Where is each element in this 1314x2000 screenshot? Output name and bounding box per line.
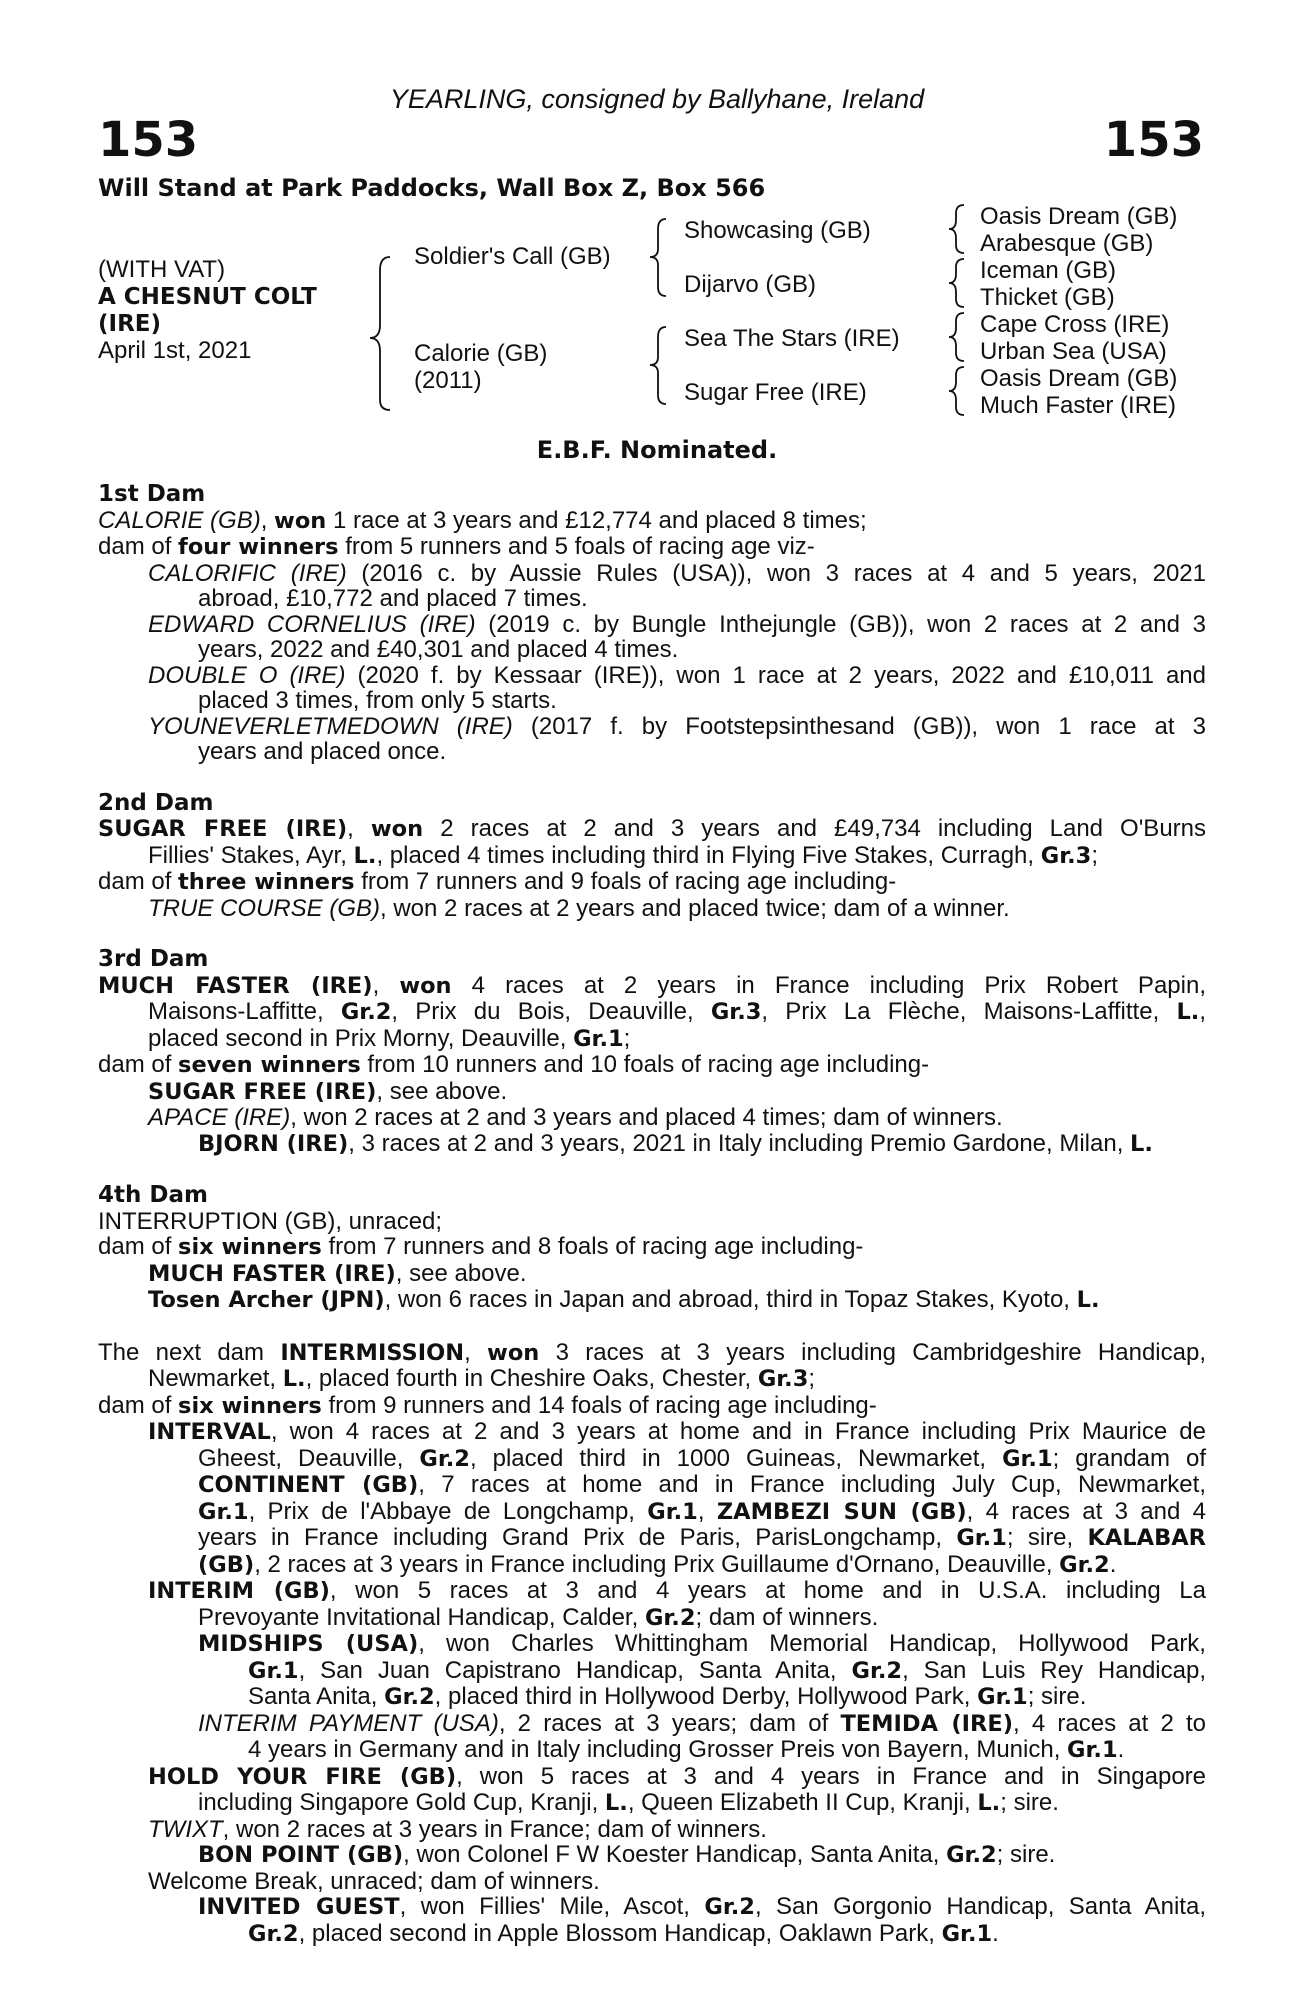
produce-entry: [98, 1817, 1206, 1843]
text: , 2 races at 3 years in France including Prix Guillaume d'Ornano, Deauville,: [254, 1550, 1060, 1578]
text: , Prix du Bois, Deauville,: [391, 998, 711, 1025]
dam-entry-cont: [98, 843, 1206, 870]
produce-entry-cont: [98, 1921, 1206, 1948]
section-heading: 3rd Dam: [98, 946, 209, 972]
winners-count: six winners: [178, 1392, 322, 1419]
text: (2020 f. by Kessaar (IRE)), won 1 race at 2 years, 2022 and £10,011 and: [345, 661, 1206, 689]
produce-entry-cont: abroad, £10,772 and placed 7 times.: [198, 585, 588, 612]
horse-name: DOUBLE O (IRE): [148, 661, 346, 689]
produce-entry: [98, 1578, 1206, 1605]
grade: Gr.2: [946, 1842, 997, 1868]
produce-entry-cont: [98, 1552, 1206, 1579]
produce-entry-cont: [98, 1790, 1206, 1817]
text: ,: [1199, 998, 1206, 1025]
text: ; sire.: [1027, 1683, 1087, 1710]
horse-name: TRUE COURSE (GB): [148, 894, 381, 922]
grade: Gr.1: [941, 1920, 993, 1947]
produce-entry: [98, 896, 1206, 922]
text: , Prix de l'Abbaye de Longchamp,: [248, 1497, 648, 1525]
text: 4 years in Germany and in Italy including Grosser Preis von Bayern, Munich,: [248, 1736, 1068, 1763]
text: , Queen Elizabeth II Cup, Kranji,: [627, 1789, 978, 1816]
produce-entry-cont: placed 3 times, from only 5 starts.: [198, 687, 557, 714]
text: , 4 races at 3 and 4: [966, 1497, 1207, 1525]
text: , won 2 races at 2 and 3 years and placed 4 times; dam of winners.: [290, 1104, 1003, 1131]
horse-name: TWIXT: [148, 1815, 223, 1843]
grade: L.: [977, 1790, 1001, 1816]
grade: Gr.1: [647, 1498, 698, 1525]
produce-entry: [98, 1842, 1206, 1869]
produce-summary: [98, 1234, 1206, 1261]
text: Prevoyante Invitational Handicap, Calder,: [198, 1603, 645, 1631]
ancestor-gen3: Iceman (GB): [980, 257, 1117, 284]
text: from 9 runners and 14 foals of racing age including-: [321, 1391, 877, 1419]
sire-sire: Showcasing (GB): [684, 217, 871, 244]
text: ,: [372, 971, 400, 999]
brace-gg3: [949, 313, 964, 361]
horse-name: EDWARD CORNELIUS (IRE): [148, 610, 476, 638]
text: .: [992, 1919, 999, 1947]
text: 2 races at 2 and 3 years and £49,734 including Land O'Burns: [423, 815, 1207, 842]
lot-number-left: 153: [98, 112, 199, 168]
text: , won 5 races at 3 and 4 years at home and in U.S.A. including La: [329, 1577, 1206, 1604]
pedigree-braces: [0, 0, 1314, 440]
date-of-birth: April 1st, 2021: [98, 337, 252, 364]
dam-entry-cont: [98, 999, 1206, 1026]
horse-name: BON POINT (GB): [198, 1842, 404, 1868]
dam: Calorie (GB): [414, 340, 548, 367]
horse-name: YOUNEVERLETMEDOWN (IRE): [148, 712, 513, 740]
text: , placed 4 times including third in Flying Five Stakes, Curragh,: [376, 841, 1041, 869]
grade: Gr.2: [704, 1894, 755, 1920]
horse-name: INTERIM (GB): [148, 1578, 330, 1604]
produce-entry: [98, 1261, 1206, 1288]
sire: Soldier's Call (GB): [414, 243, 611, 270]
dam-entry-cont: [98, 1026, 1206, 1053]
ancestor-gen3: Cape Cross (IRE): [980, 311, 1170, 338]
produce-entry-cont: [98, 1605, 1206, 1632]
text: 4 races at 2 years in France including Prix Robert Papin,: [451, 971, 1206, 999]
text: ; sire.: [996, 1841, 1056, 1868]
grade: Gr.2: [419, 1445, 470, 1472]
text: dam of: [98, 1051, 179, 1078]
text: ; sire,: [1006, 1524, 1088, 1551]
spacer: [98, 765, 1206, 791]
won-label: won: [487, 1339, 540, 1366]
section-heading: 2nd Dam: [98, 789, 214, 816]
text: , won 2 races at 2 years and placed twice; dam of a winner.: [380, 894, 1010, 922]
text: Newmarket,: [148, 1365, 283, 1392]
text: ; sire.: [1000, 1789, 1059, 1816]
text: , San Juan Capistrano Handicap, Santa Anita,: [298, 1656, 852, 1684]
text: ;: [808, 1365, 816, 1392]
text: ; grandam of: [1052, 1444, 1206, 1472]
grade: Gr.2: [1059, 1551, 1110, 1578]
produce-entry-cont: [98, 1737, 1206, 1764]
produce-entry: [98, 561, 1206, 587]
horse-name: INVITED GUEST: [198, 1894, 400, 1920]
text: , San Gorgonio Handicap, Santa Anita,: [754, 1893, 1206, 1920]
grade: L.: [1130, 1130, 1153, 1157]
produce-entry-cont: [98, 1525, 1206, 1552]
stand-location: Will Stand at Park Paddocks, Wall Box Z, Box 566: [98, 174, 766, 202]
grade: Gr.1: [573, 1025, 624, 1052]
produce-entry: [98, 1764, 1206, 1791]
text: 1 race at 3 years and £12,774 and placed 8 times;: [326, 506, 867, 534]
produce-summary: [98, 534, 1206, 561]
grade: L.: [1076, 1287, 1100, 1313]
ancestor-gen3: Oasis Dream (GB): [980, 203, 1178, 230]
text: years in France including Grand Prix de Paris, ParisLongchamp,: [198, 1524, 957, 1551]
text: ;: [1091, 841, 1098, 869]
horse-name: MIDSHIPS (USA): [198, 1631, 419, 1657]
grade: Gr.1: [977, 1684, 1028, 1710]
catalogue-body: [98, 482, 1206, 1947]
dam-name: MUCH FASTER (IRE): [98, 972, 373, 999]
text: ,: [260, 506, 275, 534]
text: ;: [623, 1024, 631, 1052]
spacer: [98, 921, 1206, 947]
horse-name: ZAMBEZI SUN (GB): [716, 1498, 967, 1525]
vat-note: (WITH VAT): [98, 256, 226, 283]
winners-count: four winners: [178, 534, 339, 560]
produce-entry: [98, 1079, 1206, 1106]
produce-entry-cont: [98, 1472, 1206, 1499]
horse-name: TEMIDA (IRE): [840, 1710, 1013, 1737]
produce-entry: [98, 1419, 1206, 1446]
text: ,: [464, 1338, 488, 1366]
horse-name: MUCH FASTER (IRE): [148, 1260, 396, 1287]
produce-entry: [98, 1711, 1206, 1738]
text: , won Colonel F W Koester Handicap, Santa Anita,: [403, 1841, 947, 1868]
text: The next dam: [98, 1338, 281, 1366]
text: 3 races at 3 years including Cambridgeshire Handicap,: [539, 1338, 1206, 1366]
grade: Gr.2: [340, 999, 392, 1025]
grade: Gr.2: [248, 1920, 299, 1947]
text: , won 6 races in Japan and abroad, third in Topaz Stakes, Kyoto,: [384, 1286, 1077, 1313]
text: (2017 f. by Footstepsinthesand (GB)), won 1 race at 3: [512, 712, 1206, 740]
horse-name: HOLD YOUR FIRE (GB): [148, 1763, 457, 1790]
produce-entry-cont: years and placed once.: [198, 738, 447, 765]
grade: Gr.2: [644, 1604, 696, 1631]
text: , won Charles Whittingham Memorial Handicap, Hollywood Park,: [418, 1630, 1206, 1657]
produce-entry: [98, 1131, 1206, 1158]
horse-name: CALORIFIC (IRE): [148, 559, 347, 587]
grade: Gr.2: [851, 1657, 903, 1684]
text: from 7 runners and 8 foals of racing age including-: [321, 1233, 864, 1260]
dam-entry: [98, 508, 1206, 535]
text: , placed second in Apple Blossom Handicap, Oaklawn Park,: [298, 1919, 942, 1947]
horse-name: APACE (IRE): [148, 1104, 291, 1131]
horse-name-suffix: (IRE): [98, 311, 162, 337]
horse-name: Tosen Archer (JPN): [148, 1287, 385, 1313]
text: , 7 races at home and in France including July Cup, Newmarket,: [418, 1471, 1206, 1498]
text: dam of: [98, 868, 179, 895]
text: , 3 races at 2 and 3 years, 2021 in Italy including Premio Gardone, Milan,: [348, 1129, 1131, 1157]
text: dam of: [98, 533, 179, 560]
brace-sire: [650, 219, 666, 296]
ancestor-gen3: Thicket (GB): [980, 284, 1115, 311]
grade: L.: [1176, 999, 1200, 1025]
dam-name: INTERMISSION: [280, 1339, 465, 1366]
dam-entry: INTERRUPTION (GB), unraced;: [98, 1207, 443, 1235]
text: , Prix La Flèche, Maisons-Laffitte,: [761, 998, 1177, 1025]
grade: Gr.1: [1067, 1737, 1118, 1763]
text: , won 5 races at 3 and 4 years in France and in Singapore: [456, 1762, 1206, 1790]
text: placed second in Prix Morny, Deauville,: [148, 1024, 574, 1052]
text: , 4 races at 2 to: [1013, 1709, 1207, 1737]
produce-summary: [98, 869, 1206, 896]
dam-entry-cont: [98, 1366, 1206, 1393]
consignment-subtitle: YEARLING, consigned by Ballyhane, Ireland: [389, 84, 925, 114]
brace-gg1: [949, 205, 964, 253]
grade: Gr.3: [1040, 842, 1092, 869]
winners-count: six winners: [178, 1234, 322, 1260]
text: , won 2 races at 3 years in France; dam of winners.: [222, 1815, 767, 1843]
grade: Gr.3: [757, 1366, 809, 1392]
text: Gheest, Deauville,: [198, 1444, 420, 1472]
section-heading: 1st Dam: [98, 481, 206, 507]
dam-entry: [98, 973, 1206, 1000]
horse-name: SUGAR FREE (IRE): [148, 1078, 377, 1105]
brace-gg2: [949, 259, 964, 307]
grade: L.: [604, 1790, 628, 1816]
text: Santa Anita,: [248, 1683, 385, 1710]
horse-name: BJORN (IRE): [198, 1130, 349, 1157]
won-label: won: [370, 816, 424, 842]
produce-entry-cont: years, 2022 and £40,301 and placed 4 times.: [198, 636, 679, 663]
sire-dam: Dijarvo (GB): [684, 271, 817, 298]
produce-entry: [98, 1894, 1206, 1921]
text: ,: [697, 1497, 717, 1525]
produce-entry: [98, 714, 1206, 740]
horse-name: INTERVAL: [148, 1419, 271, 1445]
grade: Gr.1: [198, 1498, 249, 1525]
grade: L.: [353, 842, 377, 869]
text: , San Luis Rey Handicap,: [902, 1656, 1206, 1684]
horse-name: (GB): [198, 1551, 255, 1578]
dam-dam: Sugar Free (IRE): [684, 379, 867, 406]
ancestor-gen3: Urban Sea (USA): [980, 338, 1167, 365]
text: , see above.: [395, 1259, 527, 1287]
produce-entry-cont: [98, 1684, 1206, 1711]
text: ; dam of winners.: [695, 1603, 879, 1631]
horse-name: CONTINENT (GB): [198, 1472, 419, 1498]
grade: Gr.1: [248, 1657, 299, 1684]
horse-name: INTERIM PAYMENT (USA): [198, 1709, 499, 1737]
text: , placed fourth in Cheshire Oaks, Chester,: [305, 1365, 758, 1392]
grade: L.: [282, 1366, 306, 1392]
text: , won Fillies' Mile, Ascot,: [399, 1893, 705, 1920]
produce-entry: [98, 612, 1206, 638]
text: Fillies' Stakes, Ayr,: [148, 841, 354, 869]
text: , see above.: [376, 1077, 508, 1105]
text: , placed third in 1000 Guineas, Newmarket,: [469, 1444, 1003, 1472]
dam-name: SUGAR FREE (IRE): [98, 816, 348, 842]
produce-summary: [98, 1052, 1206, 1079]
text: including Singapore Gold Cup, Kranji,: [198, 1789, 605, 1816]
text: Maisons-Laffitte,: [148, 998, 341, 1025]
text: , won 4 races at 2 and 3 years at home and in France including Prix Maurice de: [270, 1418, 1206, 1445]
winners-count: three winners: [178, 869, 355, 895]
text: dam of: [98, 1233, 179, 1260]
text: , placed third in Hollywood Derby, Hollywood Park,: [434, 1683, 978, 1710]
produce-entry-cont: [98, 1446, 1206, 1473]
text: from 7 runners and 9 foals of racing age including-: [354, 868, 897, 895]
horse-name: KALABAR: [1087, 1525, 1206, 1551]
text: (2019 c. by Bungle Inthejungle (GB)), won 2 races at 2 and 3: [475, 610, 1206, 638]
produce-entry-cont: [98, 1658, 1206, 1685]
produce-entry-cont: [98, 1499, 1206, 1526]
winners-count: seven winners: [178, 1052, 361, 1078]
ancestor-gen3: Much Faster (IRE): [980, 392, 1177, 419]
text: .: [1117, 1736, 1125, 1763]
horse-name: A CHESNUT COLT: [98, 284, 317, 310]
grade: Gr.1: [1002, 1445, 1053, 1472]
dam-entry: [98, 1340, 1206, 1367]
text: ,: [347, 815, 371, 842]
ancestor-gen3: Oasis Dream (GB): [980, 365, 1178, 392]
text: from 5 runners and 5 foals of racing age viz-: [338, 533, 815, 560]
spacer: [98, 1157, 1206, 1183]
ebf-nomination: E.B.F. Nominated.: [536, 436, 778, 464]
ancestor-gen3: Arabesque (GB): [980, 230, 1154, 257]
won-label: won: [399, 972, 452, 999]
produce-entry: [98, 663, 1206, 689]
text: .: [1109, 1550, 1117, 1578]
dam-year: (2011): [414, 367, 482, 394]
text: , 2 races at 3 years; dam of: [498, 1709, 841, 1737]
brace-main: [370, 257, 390, 410]
produce-entry: [98, 1631, 1206, 1658]
dam-name: CALORIE (GB): [98, 506, 261, 534]
grade: Gr.3: [710, 999, 762, 1025]
grade: Gr.2: [384, 1684, 435, 1710]
dam-sire: Sea The Stars (IRE): [684, 325, 900, 352]
produce-entry: Welcome Break, unraced; dam of winners.: [148, 1867, 600, 1895]
text: (2016 c. by Aussie Rules (USA)), won 3 races at 4 and 5 years, 2021: [346, 559, 1206, 587]
brace-dam: [650, 327, 666, 404]
text: from 10 runners and 10 foals of racing age including-: [360, 1051, 930, 1078]
produce-entry: [98, 1287, 1206, 1314]
dam-entry: [98, 816, 1206, 843]
text: dam of: [98, 1391, 179, 1419]
produce-entry: [98, 1105, 1206, 1131]
lot-number-right: 153: [1103, 112, 1204, 168]
brace-gg4: [949, 367, 964, 415]
won-label: won: [274, 507, 327, 534]
produce-summary: [98, 1393, 1206, 1420]
grade: Gr.1: [956, 1525, 1007, 1551]
section-heading: 4th Dam: [98, 1182, 208, 1208]
spacer: [98, 1314, 1206, 1340]
